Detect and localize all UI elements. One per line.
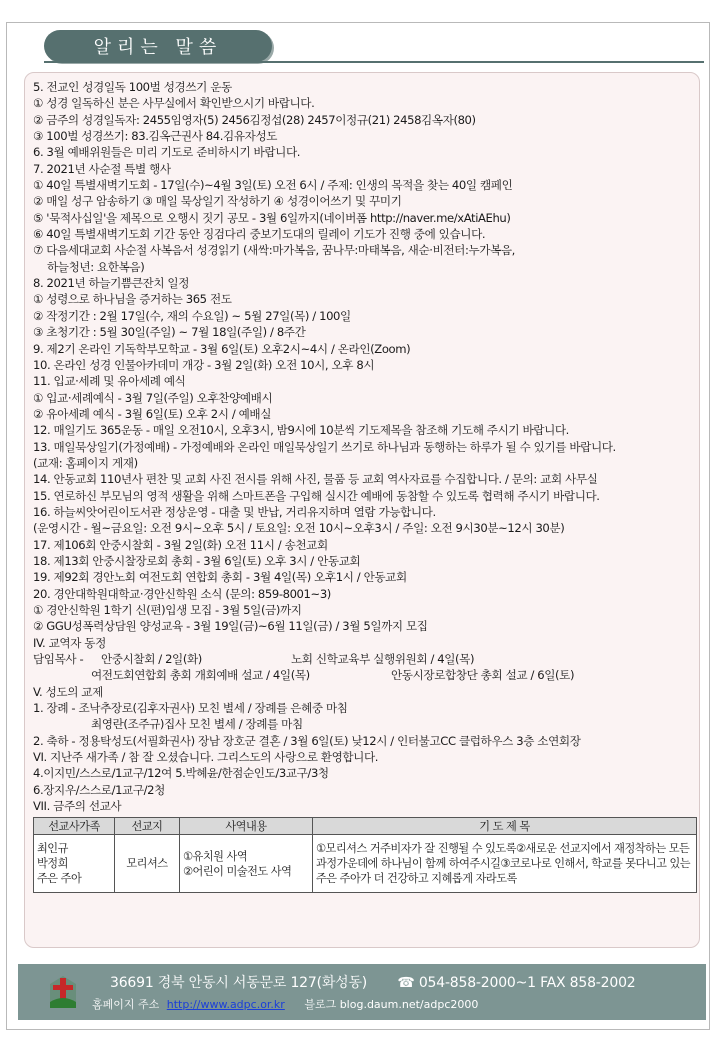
notice-line: 18. 제13회 안중시찰장로회 총회 - 3월 6일(토) 오후 3시 / 안동교회 <box>33 553 361 568</box>
pastor-item: 여전도회연합회 총회 개회예배 설교 / 4일(목) <box>91 668 310 683</box>
fellowship-list <box>33 684 693 815</box>
fellowship-line: 1. 장례 - 조낙추장로(김후자권사) 모친 별세 / 장례를 은혜중 마침 <box>33 701 348 716</box>
notice-line: 5. 전교인 성경일독 100벌 성경쓰기 운동 <box>33 80 232 94</box>
field-cell: 모리셔스 <box>115 835 180 893</box>
pastor-item: 안중시찰회 / 2일(화) <box>101 652 202 667</box>
notice-line: 10. 온라인 성경 인물아카데미 개강 - 3월 2일(화) 오전 10시, 오후 8시 <box>33 357 375 372</box>
table-row <box>34 835 697 893</box>
notice-line: 19. 제92회 경안노회 여전도회 연합회 총회 - 3월 4일(목) 오후1시 / 안동교회 <box>33 570 407 585</box>
homepage-label: 홈페이지 주소 <box>92 998 160 1011</box>
notice-line: 하늘청년: 요한복음) <box>47 259 145 274</box>
footer-phone: ☎ 054-858-2000~1 FAX 858-2002 <box>397 975 636 991</box>
fellowship-line: VII. 금주의 선교사 <box>33 799 122 814</box>
notice-line: ⑥ 40일 특별새벽기도회 기간 동안 징검다리 중보기도대의 릴레이 기도가 진행 중에 있습니다. <box>33 227 486 242</box>
notice-line: 6. 3월 예배위원들은 미리 기도로 준비하시기 바랍니다. <box>33 145 301 160</box>
page-title: 알리는 말씀 <box>44 30 272 62</box>
fellowship-line: 최영란(조주규)집사 모친 별세 / 장례를 마침 <box>91 717 303 732</box>
fellowship-line: 6.장지우/스스로/1교구/2청 <box>33 782 165 797</box>
notice-line: ① 40일 특별새벽기도회 - 17일(수)~4월 3일(토) 오전 6시 / 주제: 인생의 목적을 찾는 40일 캠페인 <box>33 178 513 193</box>
notice-line: ① 입교·세례예식 - 3월 7일(주일) 오후찬양예배시 <box>33 390 273 405</box>
footer <box>18 964 706 1020</box>
notice-line: ② 유아세례 예식 - 3월 6일(토) 오후 2시 / 예배실 <box>33 406 272 421</box>
notice-line: ① 성령으로 하나님을 증거하는 365 전도 <box>33 292 232 307</box>
notice-line: 20. 경안대학원대학교·경안신학원 소식 (문의: 859-8001~3) <box>33 586 331 601</box>
notice-line: 8. 2021년 하늘기쁨큰잔치 일정 <box>33 276 190 291</box>
pastor-line <box>33 667 693 683</box>
notice-line: 14. 안동교회 110년사 편찬 및 교회 사진 전시를 위해 사진, 물품 등 교회 역사자료를 수집합니다. / 문의: 교회 사무실 <box>33 472 598 487</box>
notice-line: 16. 하늘씨앗어린이도서관 정상운영 - 대출 및 반납, 거리유지하며 열람 가능합니다. <box>33 504 436 519</box>
table-header: 선교사가족 <box>34 818 115 835</box>
fellowship-line: 2. 축하 - 정용탁성도(서필화권사) 장남 장호군 결혼 / 3월 6일(토) 낮12시 / 인터불고CC 클럽하우스 3층 소연회장 <box>33 733 581 748</box>
pastor-item: 노회 신학교육부 실행위원회 / 4일(목) <box>291 652 475 667</box>
pastor-line <box>33 651 693 667</box>
fellowship-line: V. 성도의 교제 <box>33 684 103 699</box>
notice-line: ① 성경 일독하신 분은 사무실에서 확인받으시기 바랍니다. <box>33 96 315 111</box>
footer-links <box>92 996 478 1012</box>
notice-line: ③ 100벌 성경쓰기: 83.김옥근권사 84.김유자성도 <box>33 129 278 144</box>
prayer-cell: ①모리셔스 거주비자가 잘 진행될 수 있도록②새로운 선교지에서 재정착하는 모든 과정가운데에 하나님이 함께 하여주시길③코로나로 인해서, 학교를 못다니고 있는 주은 주아가 더 건강하고 지혜롭게 자라도록 <box>313 835 697 893</box>
notice-line: ③ 초청기간 : 5월 30일(주일) ~ 7월 18일(주일) / 8주간 <box>33 325 306 340</box>
title-divider <box>44 61 704 63</box>
fellowship-line: VI. 지난주 새가족 / 참 잘 오셨습니다. 그리스도의 사랑으로 환영합니다. <box>33 750 379 765</box>
notice-line: 7. 2021년 사순절 특별 행사 <box>33 161 171 176</box>
notice-line: (교재: 홈페이지 게재) <box>33 455 138 470</box>
missionary-table <box>33 817 697 893</box>
family-cell: 최인규 박정희 주은 주아 <box>34 835 115 893</box>
fellowship-line: 4.이지민/스스로/1교구/12여 5.박혜윤/한점순인도/3교구/3청 <box>33 766 329 781</box>
pastor-label: 담임목사 - <box>33 652 84 667</box>
pastor-heading: IV. 교역자 동정 <box>33 635 106 650</box>
blog-link[interactable]: 블로그 blog.daum.net/adpc2000 <box>304 998 479 1011</box>
notice-line: 12. 매일기도 365운동 - 매일 오전10시, 오후3시, 밤9시에 10분씩 기도제목을 참조해 기도해 주시기 바랍니다. <box>33 423 569 438</box>
notice-line: 13. 매일묵상일기(가정예배) - 가정예배와 온라인 매일묵상일기 쓰기로 하나님과 동행하는 하루가 될 수 있기를 바랍니다. <box>33 439 616 454</box>
notice-line: ⑤ '묵적사십일'을 제목으로 오행시 짓기 공모 - 3월 6일까지(네이버폼 http://naver.me/xAtiAEhu) <box>33 210 511 225</box>
footer-contact <box>110 972 635 992</box>
notice-line: ① 경안신학원 1학기 신(편)입생 모집 - 3월 5일(금)까지 <box>33 603 302 617</box>
pastor-item: 안동시장로합창단 총회 설교 / 6일(토) <box>391 668 575 683</box>
notice-line: ② GGU성폭력상담원 양성교육 - 3월 19일(금)~6월 11일(금) / 3월 5일까지 모집 <box>33 619 428 634</box>
homepage-link[interactable]: http://www.adpc.or.kr <box>166 998 285 1011</box>
table-header: 선교지 <box>115 818 180 835</box>
ministry-cell: ①유치원 사역 ②어린이 미술전도 사역 <box>180 835 313 893</box>
notice-box <box>24 72 700 948</box>
notice-line: ② 작정기간 : 2월 17일(수, 재의 수요일) ~ 5월 27일(목) / 100일 <box>33 308 351 323</box>
notice-line: 11. 입교·세례 및 유아세례 예식 <box>33 374 186 389</box>
notice-line: (운영시간 - 월~금요일: 오전 9시~오후 5시 / 토요일: 오전 10시~오후3시 / 주일: 오전 9시30분~12시 30분) <box>33 521 565 536</box>
footer-address: 36691 경북 안동시 서동문로 127(화성동) <box>110 975 368 991</box>
notice-line: ② 매일 성구 암송하기 ③ 매일 묵상일기 작성하기 ④ 성경이어쓰기 및 꾸미기 <box>33 194 402 209</box>
notice-list <box>33 79 693 635</box>
notice-line: ② 금주의 성경일독자: 2455임영자(5) 2456김정섭(28) 2457이정규(21) 2458김옥자(80) <box>33 112 476 127</box>
church-logo-icon <box>46 972 80 1012</box>
table-header: 사역내용 <box>180 818 313 835</box>
table-header: 기 도 제 목 <box>313 818 697 835</box>
notice-line: 9. 제2기 온라인 기독학부모학교 - 3월 6일(토) 오후2시~4시 / 온라인(Zoom) <box>33 341 411 356</box>
notice-line: ⑦ 다음세대교회 사순절 사복음서 성경읽기 (새싹:마가복음, 꿈나무:마태복음, 새순·비전터:누가복음, <box>33 243 515 258</box>
notice-line: 17. 제106회 안중시찰회 - 3월 2일(화) 오전 11시 / 송천교회 <box>33 537 328 552</box>
notice-line: 15. 연로하신 부모님의 영적 생활을 위해 스마트폰을 구입해 실시간 예배에 동참할 수 있도록 협력해 주시기 바랍니다. <box>33 488 600 503</box>
